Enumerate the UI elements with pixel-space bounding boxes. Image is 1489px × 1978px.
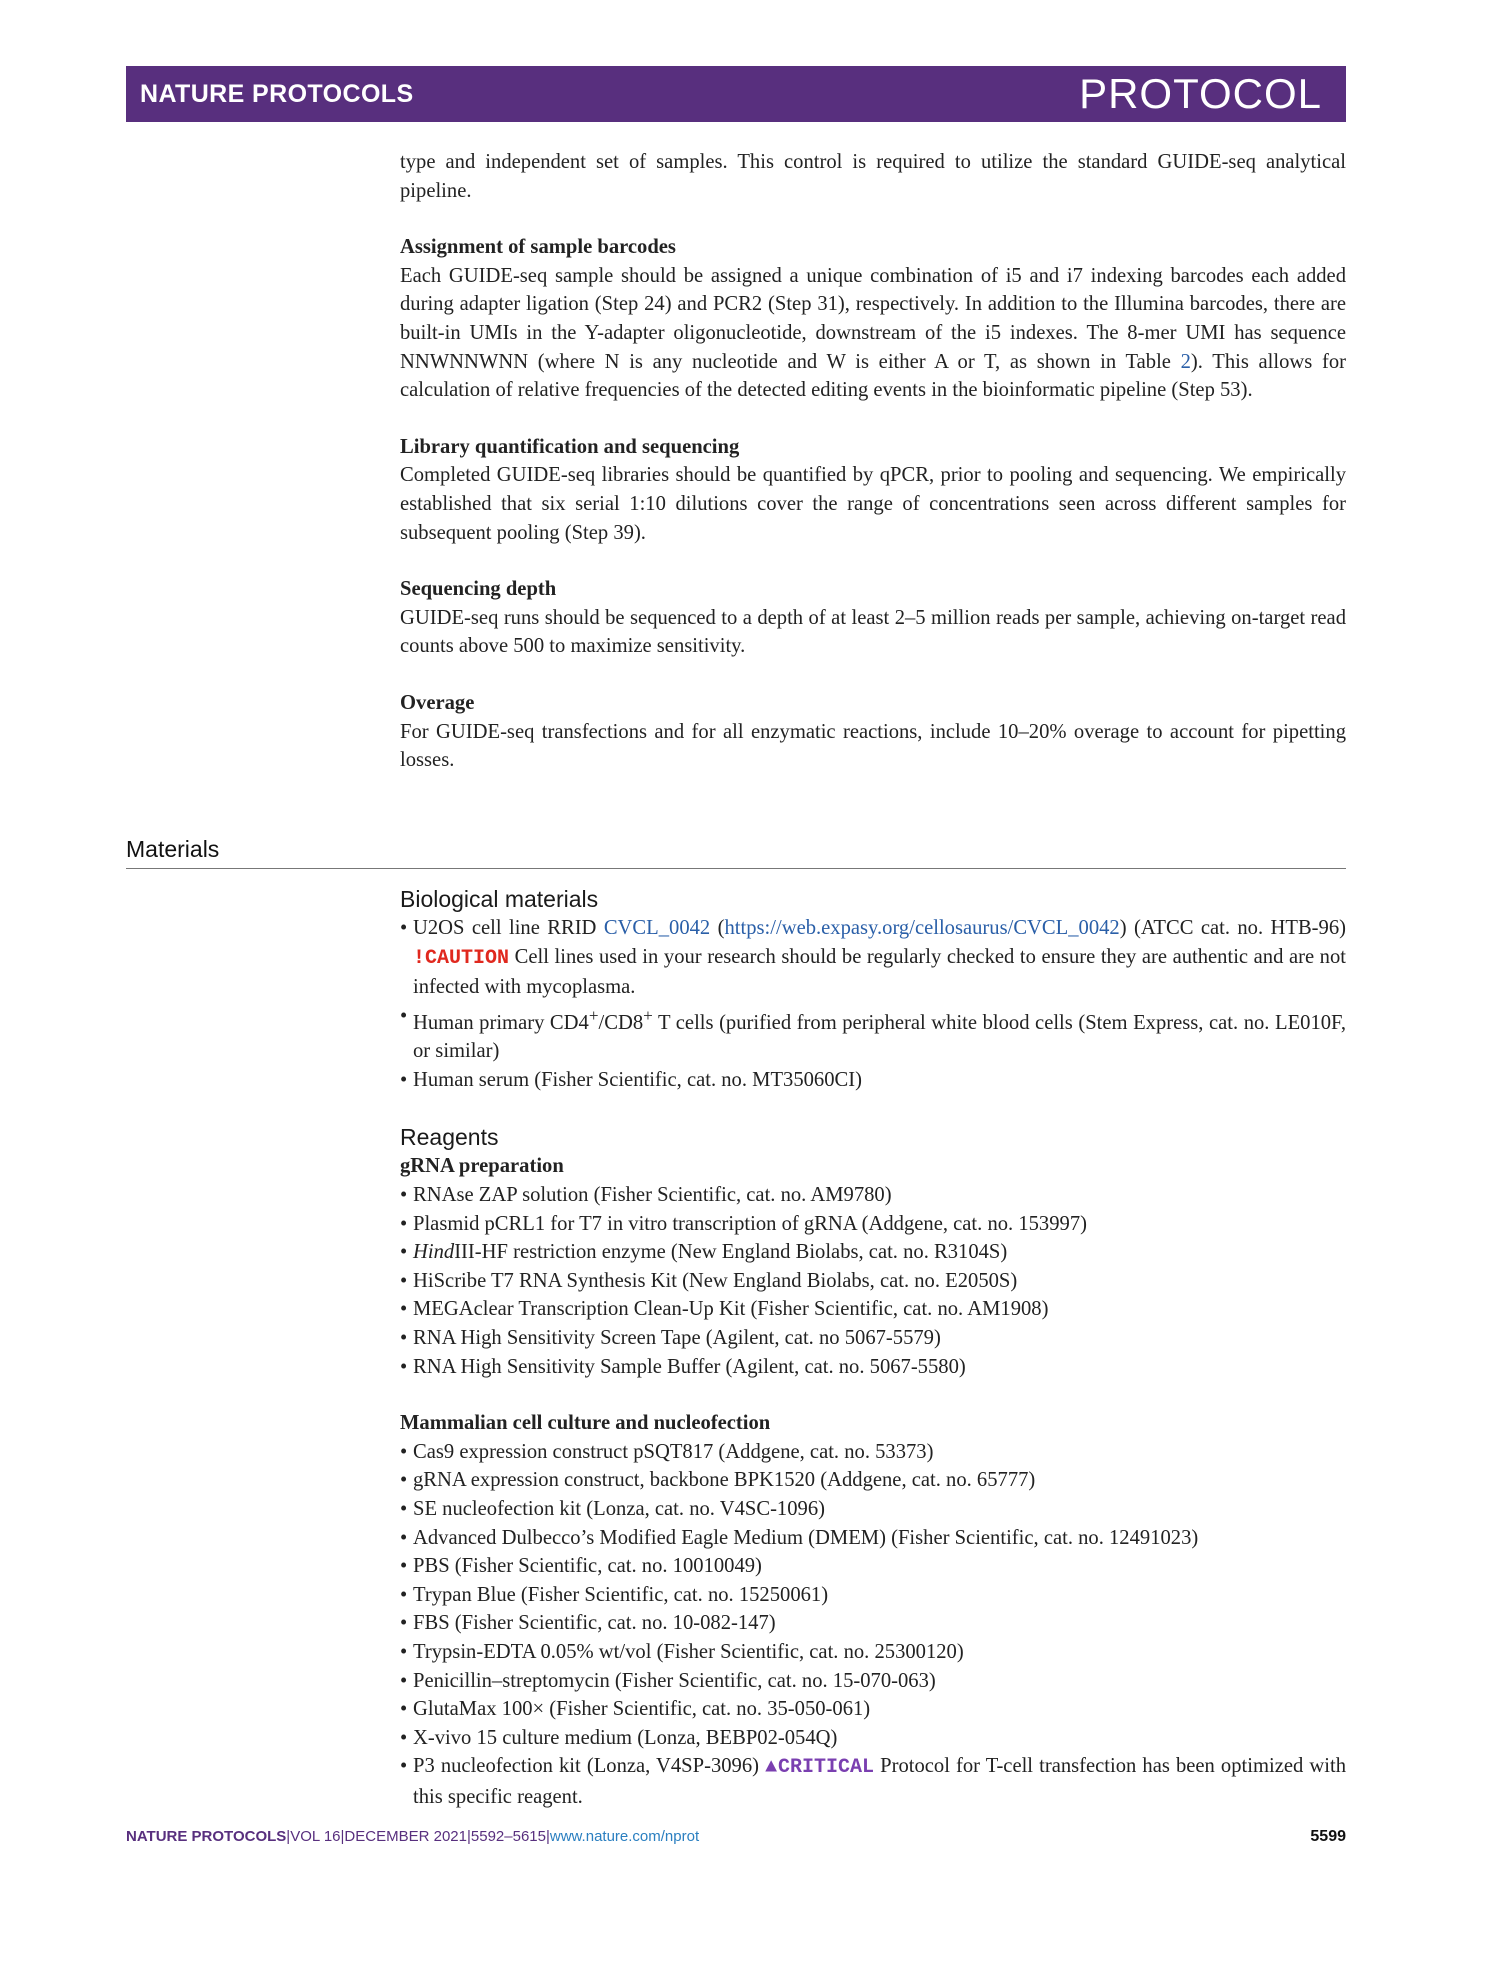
u2os-suffix: ) (ATCC cat. no. HTB-96) <box>1119 917 1346 939</box>
materials-title: Materials <box>126 836 220 862</box>
list-item: • Trypsin-EDTA 0.05% wt/vol (Fisher Scientific, cat. no. 25300120) <box>400 1638 1346 1667</box>
top-content <box>400 148 1346 803</box>
barcodes-text-2: ). This allows for calculation of relative frequencies of the detected editing events in the bioinformatic pipeline (Step 53). <box>400 350 1346 402</box>
footer-journal: NATURE PROTOCOLS <box>126 1828 287 1845</box>
list-item: • Advanced Dulbecco’s Modified Eagle Medium (DMEM) (Fisher Scientific, cat. no. 12491023) <box>400 1524 1346 1553</box>
biological-materials-block <box>400 884 1346 1094</box>
list-item: • PBS (Fisher Scientific, cat. no. 10010049) <box>400 1552 1346 1581</box>
overage-block <box>400 689 1346 775</box>
barcodes-block <box>400 233 1346 405</box>
continuation-paragraph: type and independent set of samples. This control is required to utilize the standard GUIDE-seq analytical pipeline. <box>400 151 1346 202</box>
critical-label: ▲CRITICAL <box>765 1756 875 1780</box>
footer-sep-4: | <box>545 1828 550 1845</box>
overage-heading: Overage <box>400 691 475 714</box>
tcell-sup-1: + <box>588 1005 599 1025</box>
depth-heading: Sequencing depth <box>400 578 557 601</box>
depth-paragraph: GUIDE-seq runs should be sequenced to a depth of at least 2–5 million reads per sample, achieving on-target read counts above 500 to maximize sensitivity. <box>400 606 1346 658</box>
footer-url-link[interactable]: www.nature.com/nprot <box>549 1828 700 1845</box>
list-item: • Cas9 expression construct pSQT817 (Addgene, cat. no. 53373) <box>400 1438 1346 1467</box>
grna-list <box>400 1181 1346 1381</box>
list-item: • Trypan Blue (Fisher Scientific, cat. no. 15250061) <box>400 1581 1346 1610</box>
footer-date: DECEMBER 2021 <box>344 1828 467 1845</box>
mammalian-heading: Mammalian cell culture and nucleofection <box>400 1412 771 1435</box>
header-bar <box>126 66 1346 122</box>
list-item: • gRNA expression construct, backbone BPK1520 (Addgene, cat. no. 65777) <box>400 1466 1346 1495</box>
mammalian-list <box>400 1438 1346 1812</box>
reagents-block <box>400 1122 1346 1381</box>
footer-sep-3: | <box>466 1828 471 1845</box>
p3-text: P3 nucleofection kit (Lonza, V4SP-3096) <box>413 1755 766 1778</box>
tcell-text-c: T cells (purified from peripheral white blood cells (Stem Express, cat. no. LE010F, or similar) <box>413 1011 1346 1063</box>
overage-paragraph: For GUIDE-seq transfections and for all enzymatic reactions, include 10–20% overage to account for pipetting losses. <box>400 720 1346 772</box>
caution-label: !CAUTION <box>413 946 510 970</box>
depth-block <box>400 575 1346 661</box>
caution-text: Cell lines used in your research should be regularly checked to ensure they are authentic and are not infected with mycoplasma. <box>413 945 1346 999</box>
list-item: • Penicillin–streptomycin (Fisher Scientific, cat. no. 15-070-063) <box>400 1667 1346 1696</box>
quant-paragraph: Completed GUIDE-seq libraries should be quantified by qPCR, prior to pooling and sequencing. We empirically established that six serial 1:10 dilutions cover the range of concentrations seen across different samples for subsequent pooling (Step 39). <box>400 464 1346 544</box>
footer-sep-2: | <box>340 1828 345 1845</box>
list-item: • Human serum (Fisher Scientific, cat. no. MT35060CI) <box>400 1066 1346 1095</box>
materials-content <box>400 884 1346 1839</box>
list-item <box>400 1002 1346 1066</box>
quant-heading: Library quantification and sequencing <box>400 435 740 458</box>
barcodes-heading: Assignment of sample barcodes <box>400 236 676 259</box>
list-item: • RNA High Sensitivity Sample Buffer (Agilent, cat. no. 5067-5580) <box>400 1353 1346 1382</box>
page-footer <box>126 1828 1346 1845</box>
list-item: • HiScribe T7 RNA Synthesis Kit (New England Biolabs, cat. no. E2050S) <box>400 1267 1346 1296</box>
footer-volume: VOL 16 <box>290 1828 341 1845</box>
biological-materials-list <box>400 914 1346 1094</box>
hind-rest: III-HF restriction enzyme (New England Biolabs, cat. no. R3104S) <box>454 1241 1008 1264</box>
list-item <box>400 1752 1346 1811</box>
list-item: • FBS (Fisher Scientific, cat. no. 10-082-147) <box>400 1609 1346 1638</box>
tcell-sup-2: + <box>643 1005 653 1025</box>
cellosaurus-link[interactable]: https://web.expasy.org/cellosaurus/CVCL_0042 <box>724 917 1120 939</box>
rrid-link[interactable]: CVCL_0042 <box>603 917 711 939</box>
materials-section-header <box>126 836 1346 869</box>
hind-italic: Hind <box>413 1241 455 1264</box>
mammalian-block <box>400 1409 1346 1811</box>
list-item: • RNA High Sensitivity Screen Tape (Agilent, cat. no 5067-5579) <box>400 1324 1346 1353</box>
quant-block <box>400 433 1346 547</box>
list-item: • GlutaMax 100× (Fisher Scientific, cat. no. 35-050-061) <box>400 1695 1346 1724</box>
list-item: • MEGAclear Transcription Clean-Up Kit (Fisher Scientific, cat. no. AM1908) <box>400 1295 1346 1324</box>
tcell-text-b: /CD8 <box>598 1011 644 1034</box>
list-item: • Plasmid pCRL1 for T7 in vitro transcription of gRNA (Addgene, cat. no. 153997) <box>400 1210 1346 1239</box>
u2os-text: U2OS cell line RRID <box>413 917 604 939</box>
article-type: PROTOCOL <box>1079 70 1322 117</box>
reagents-heading: Reagents <box>400 1124 499 1151</box>
critical-text: Protocol for T-cell transfection has been optimized with this specific reagent. <box>413 1755 1346 1808</box>
biological-materials-heading: Biological materials <box>400 886 599 912</box>
journal-name: NATURE PROTOCOLS <box>140 80 414 108</box>
grna-heading: gRNA preparation <box>400 1155 564 1178</box>
tcell-text-a: Human primary CD4 <box>413 1011 589 1034</box>
footer-sep-1: | <box>286 1828 291 1845</box>
table-2-link[interactable]: 2 <box>1180 350 1191 373</box>
barcodes-text-1: Each GUIDE-seq sample should be assigned a unique combination of i5 and i7 indexing barcodes each added during adapter ligation (Step 24) and PCR2 (Step 31), respectively. In addition to the Illumina barcodes, there are built-in UMIs in the Y-adapter oligonucleotide, downstream of the i5 indexes. The 8-mer UMI has sequence NNWNNWNN (where N is any nucleotide and W is either A or T, as shown in Table <box>400 264 1346 373</box>
footer-pages: 5592–5615 <box>470 1828 546 1845</box>
barcodes-paragraph <box>400 262 1346 405</box>
list-item: • X-vivo 15 culture medium (Lonza, BEBP02-054Q) <box>400 1724 1346 1753</box>
list-item: • SE nucleofection kit (Lonza, cat. no. V4SC-1096) <box>400 1495 1346 1524</box>
list-item <box>400 914 1346 1002</box>
list-item <box>400 1238 1346 1267</box>
list-item: • RNAse ZAP solution (Fisher Scientific, cat. no. AM9780) <box>400 1181 1346 1210</box>
u2os-paren: ( <box>710 917 725 939</box>
page-number: 5599 <box>1310 1828 1346 1845</box>
